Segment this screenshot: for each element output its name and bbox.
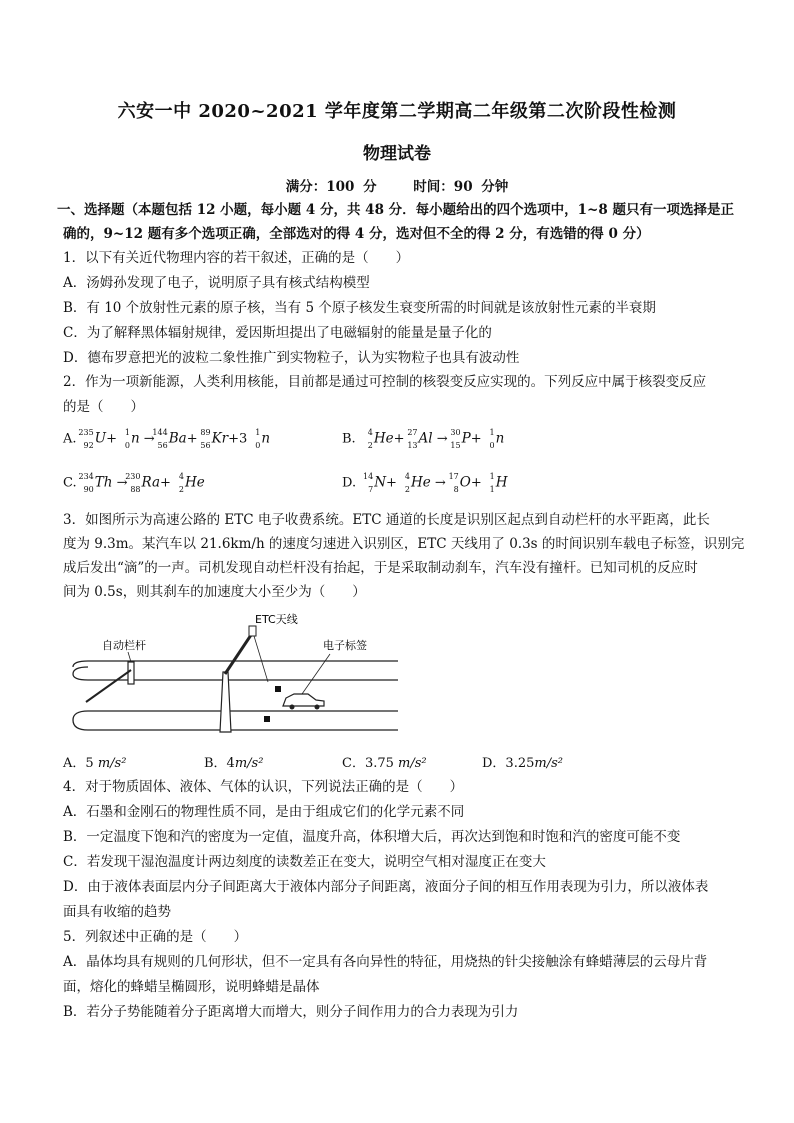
q3-stem-line1: 3．如图所示为高速公路的 ETC 电子收费系统。ETC 通道的长度是识别区起点到自动栏杆的水平距离，此长 [63, 512, 710, 528]
q1-option-a: A．汤姆孙发现了电子，说明原子具有核式结构模型 [63, 275, 370, 291]
tag-label: 电子标签 [323, 639, 367, 652]
page-title: 六安一中 2020~2021 学年度第二学期高二年级第二次阶段性检测 [117, 101, 677, 122]
q3-option-a: A．5 m/s² [63, 756, 127, 771]
exam-meta [0, 175, 794, 195]
q2-option-a-label: A. [63, 431, 77, 447]
q2-option-d-label: D. [342, 475, 357, 491]
q3-option-c: C．3.75 m/s² [342, 756, 427, 771]
antenna-arm [225, 632, 253, 674]
section-heading-line2: 确的，9~12 题有多个选项正确，全部选对的得 4 分，选对但不全的得 2 分，有选错的得 0 分） [63, 226, 650, 242]
q1-stem: 1．以下有关近代物理内容的若干叙述，正确的是（ ） [63, 250, 410, 266]
barrier-label: 自动栏杆 [102, 639, 146, 652]
barrier-post [128, 662, 134, 684]
q1-option-b: B．有 10 个放射性元素的原子核，当有 5 个原子核发生衰变所需的时间就是该放射性元素的半衰期 [63, 300, 656, 316]
q2-stem-line1: 2．作为一项新能源，人类利用核能，目前都是通过可控制的核裂变反应实现的。下列反应中属于核裂变反应 [63, 374, 707, 390]
q5-stem: 5．列叙述中正确的是（ ） [63, 929, 248, 945]
car [283, 694, 324, 706]
lane-lower-outline [73, 711, 398, 730]
q5-option-a-line1: A．晶体均具有规则的几何形状，但不一定具有各向异性的特征，用烧热的针尖接触涂有蜂蜡薄层的云母片背 [63, 954, 708, 970]
page-subtitle: 物理试卷 [363, 144, 431, 164]
q2-option-b: B. 4 2 He+ 27 13 Al → 30 15 P+ 1 0 n [342, 428, 505, 450]
score-info: 满分：100 分 [285, 179, 377, 195]
q2-option-c: C. 234 90 Th → 230 88 Ra+ 4 2 He [63, 472, 205, 494]
antenna-label: ETC天线 [255, 613, 298, 626]
q4-option-c: C．若发现干湿泡温度计两边刻度的读数差正在变大，说明空气相对湿度正在变大 [63, 854, 546, 870]
q2-option-b-label: B. [342, 431, 356, 447]
q3-stem-line2: 度为 9.3m。某汽车以 21.6km/h 的速度匀速进入识别区，ETC 天线用了 0.3s 的时间识别车载电子标签，识别完 [63, 536, 745, 552]
q5-option-a-line2: 面，熔化的蜂蜡呈椭圆形，说明蜂蜡是晶体 [63, 979, 320, 995]
etc-diagram [68, 612, 408, 742]
antenna-head [249, 626, 256, 636]
tag-box-lower [264, 716, 270, 722]
q2-option-c-label: C. [63, 475, 77, 491]
q3-option-d: D．3.25m/s² [482, 756, 563, 771]
q1-option-d: D．德布罗意把光的波粒二象性推广到实物粒子，认为实物粒子也具有波动性 [63, 350, 520, 366]
q4-stem: 4．对于物质固体、液体、气体的认识，下列说法正确的是（ ） [63, 779, 464, 795]
q1-option-c: C．为了解释黑体辐射规律，爱因斯坦提出了电磁辐射的能量是量子化的 [63, 325, 492, 341]
q2-stem-line2: 的是（ ） [63, 399, 144, 415]
q3-stem-line4: 间为 0.5s，则其刹车的加速度大小至少为（ ） [63, 584, 366, 600]
section-heading-line1: 一、选择题（本题包括 12 小题，每小题 4 分，共 48 分．每小题给出的四个选项中，1~8 题只有一项选择是正 [57, 202, 734, 218]
q5-option-b: B．若分子势能随着分子距离增大而增大，则分子间作用力的合力表现为引力 [63, 1004, 519, 1020]
q3-option-b: B．4m/s² [204, 756, 264, 771]
barrier-arm [86, 670, 131, 702]
q4-option-a: A．石墨和金刚石的物理性质不同，是由于组成它们的化学元素不同 [63, 804, 465, 820]
q2-option-d: D. 14 7 N+ 4 2 He → 17 8 O+ 1 1 H [342, 472, 508, 494]
q3-stem-line3: 成后发出“滴”的一声。司机发现自动栏杆没有抬起，于是采取制动刹车，汽车没有撞杆。已知司机的反应时 [63, 560, 698, 576]
q2-option-a: A. 235 92 U+ 1 0 n → 144 56 Ba+ 89 56 Kr+3 1 0 n [63, 428, 271, 450]
q4-option-b: B．一定温度下饱和汽的密度为一定值，温度升高，体积增大后，再次达到饱和时饱和汽的密度可能不变 [63, 829, 681, 845]
tag-box-upper [275, 686, 281, 692]
q4-option-d-line2: 面具有收缩的趋势 [63, 904, 171, 920]
time-info: 时间：90 分钟 [413, 179, 509, 195]
lane-upper-outline [73, 667, 398, 680]
antenna-pole [220, 672, 231, 732]
q4-option-d-line1: D．由于液体表面层内分子间距离大于液体内部分子间距离，液面分子间的相互作用表现为引力，所以液体表 [63, 879, 709, 895]
